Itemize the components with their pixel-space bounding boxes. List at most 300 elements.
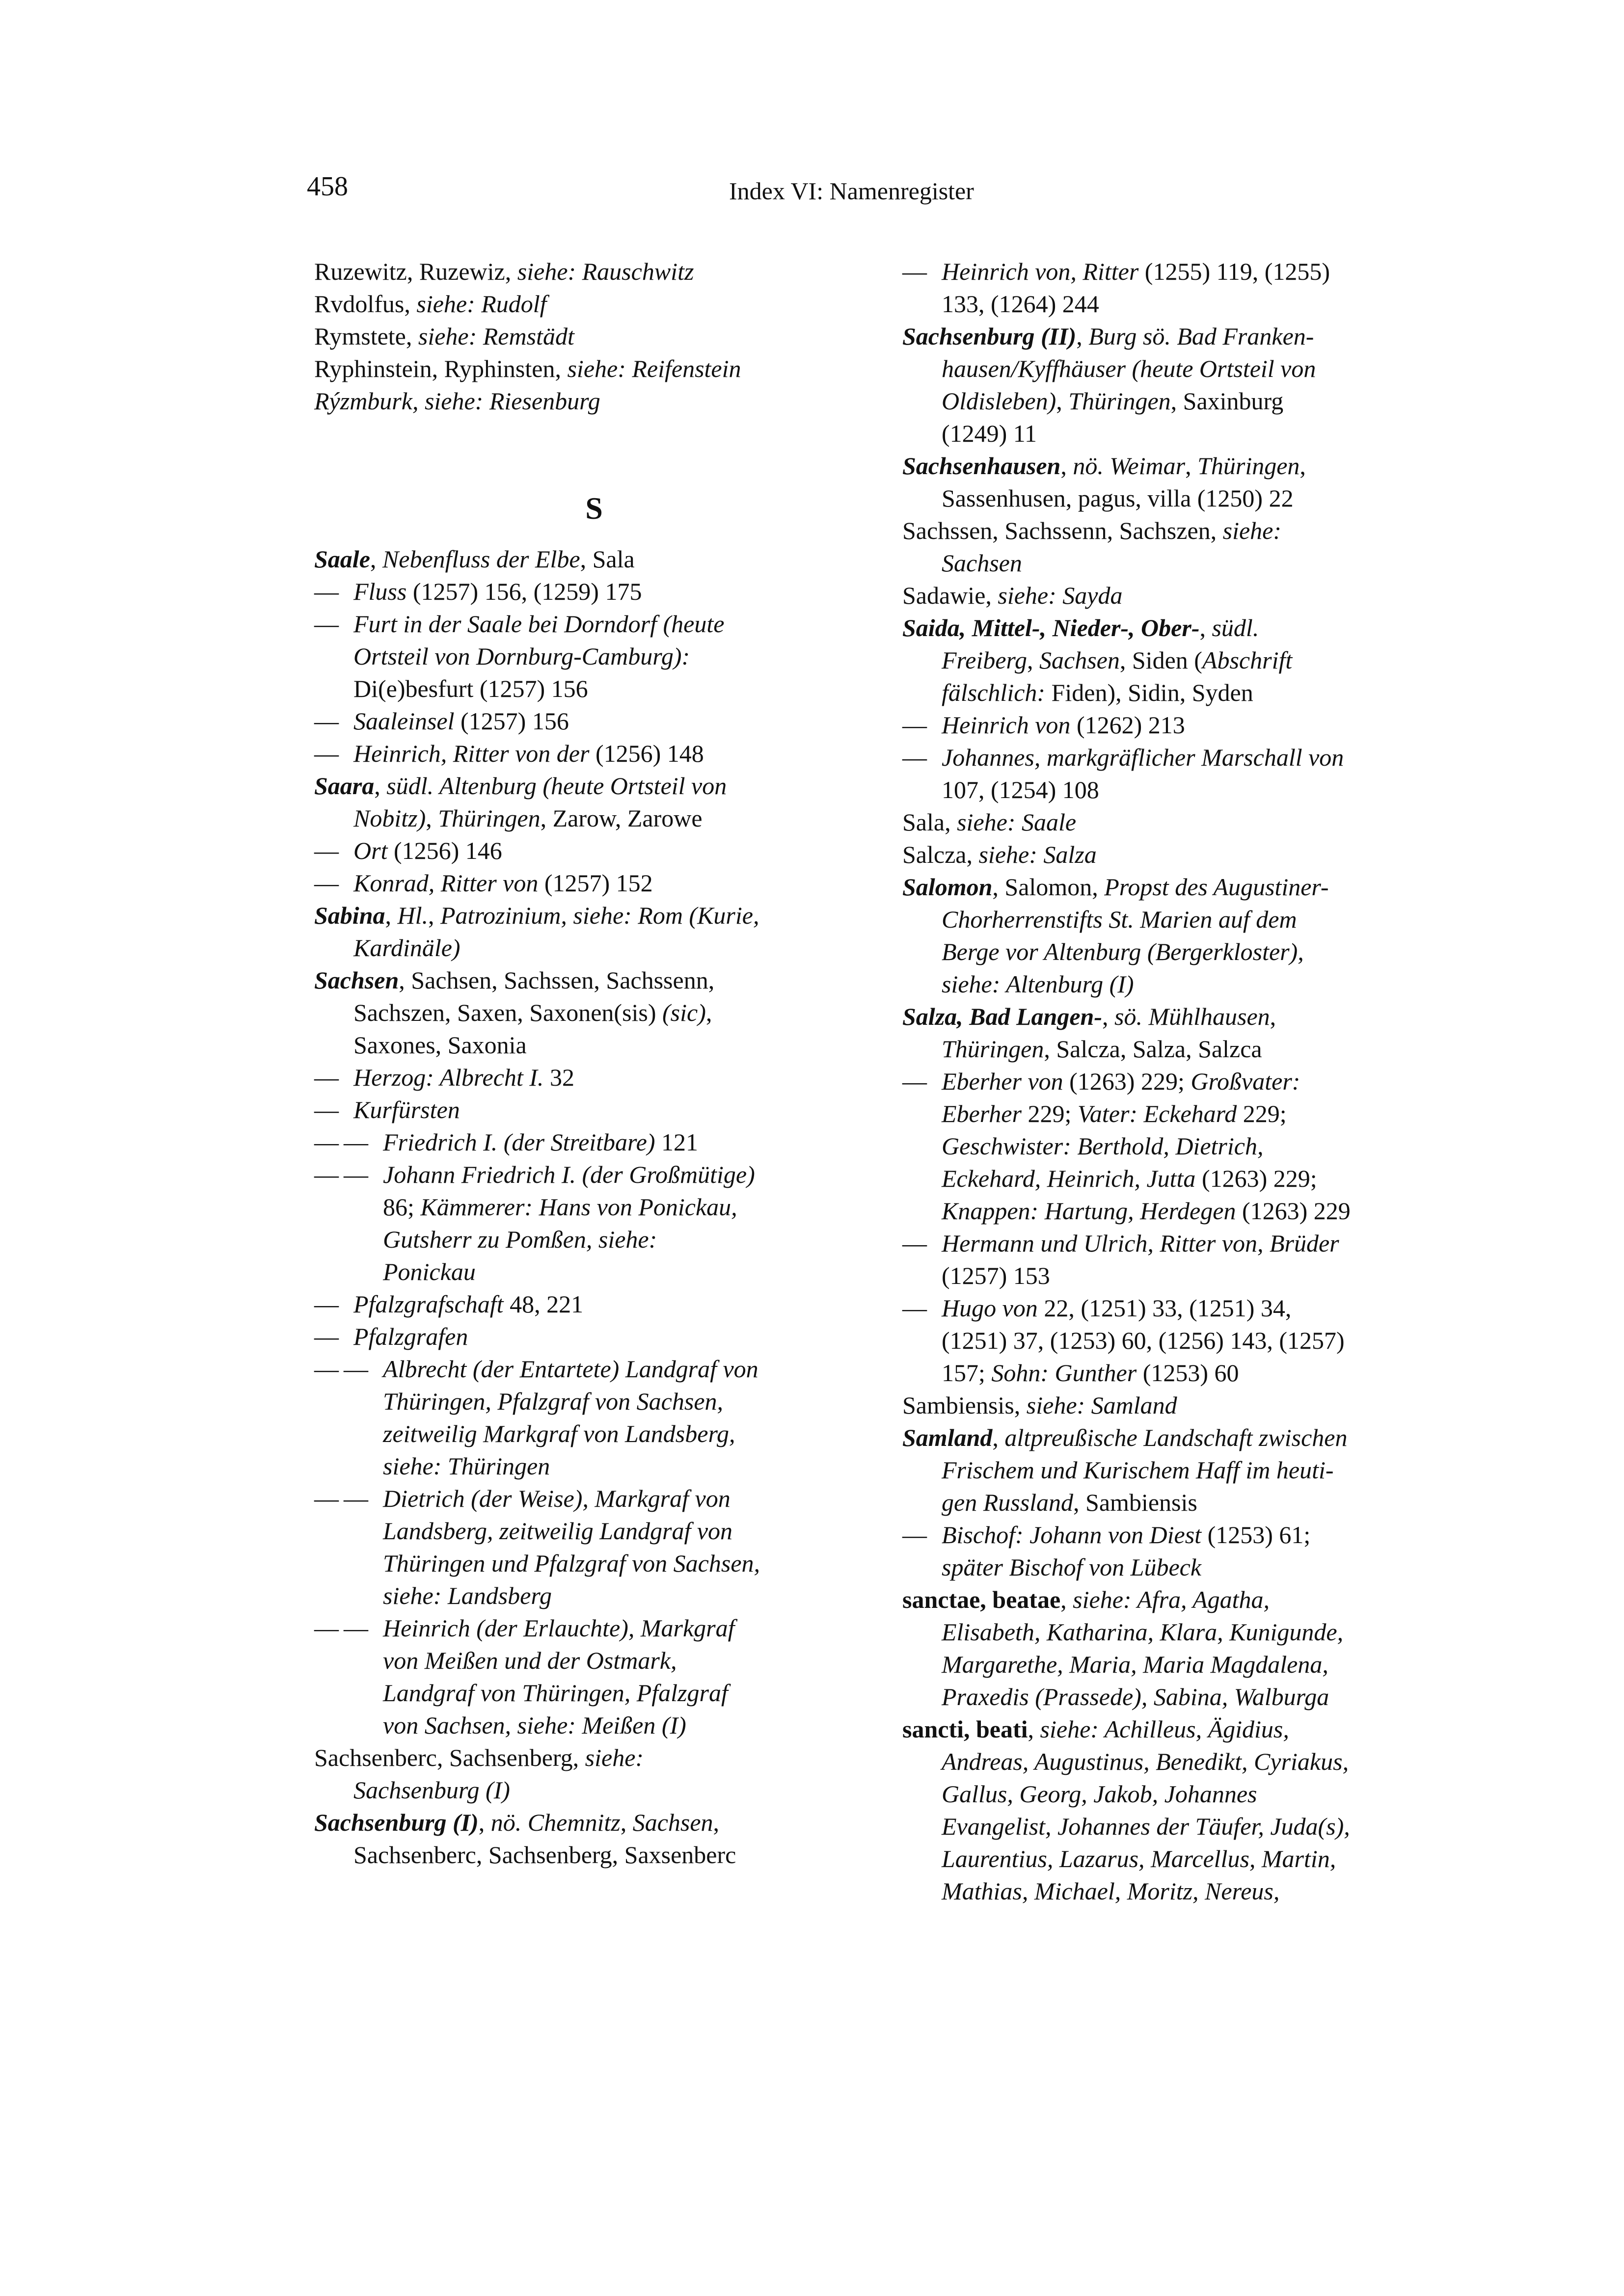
entry-continuation bbox=[902, 1875, 1442, 1907]
index-subentry bbox=[902, 1227, 1442, 1259]
entry-text: Friedrich I. (der Streitbare) bbox=[383, 1128, 655, 1156]
index-entry bbox=[902, 320, 1442, 352]
entry-text: Sachszen, Saxen, Saxonen(sis) bbox=[353, 999, 663, 1026]
index-entry bbox=[314, 288, 874, 320]
entry-text: siehe: bbox=[1222, 517, 1282, 544]
index-entry bbox=[314, 770, 874, 802]
entry-text: , bbox=[620, 1809, 633, 1836]
entry-text: später Bischof von Lübeck bbox=[942, 1553, 1202, 1581]
entry-continuation bbox=[314, 1450, 874, 1482]
entry-text: Thüringen und Pfalzgraf von Sachsen, bbox=[383, 1549, 760, 1577]
entry-continuation bbox=[902, 774, 1442, 806]
entry-text: , Salomon, bbox=[992, 873, 1105, 901]
entry-continuation bbox=[314, 1839, 874, 1871]
entry-text: von Meißen und der Ostmark, bbox=[383, 1647, 677, 1674]
entry-text: Sala, bbox=[902, 808, 957, 836]
index-subentry bbox=[902, 709, 1442, 741]
entry-text: sanctae, beatae bbox=[902, 1586, 1061, 1613]
index-entry bbox=[902, 514, 1442, 547]
entry-text: (1253) 61; bbox=[1201, 1521, 1311, 1548]
index-subentry bbox=[314, 575, 874, 608]
entry-text: Johann Friedrich I. (der Großmütige) bbox=[383, 1161, 755, 1188]
index-subentry bbox=[314, 1320, 874, 1353]
entry-text: , bbox=[1056, 387, 1069, 415]
entry-text: 32 bbox=[543, 1064, 574, 1091]
entry-text: Sachsenburg (I) bbox=[353, 1776, 510, 1804]
entry-text: , bbox=[1299, 452, 1306, 480]
entry-text: Freiberg bbox=[942, 646, 1028, 674]
entry-text: Rvdolfus, bbox=[314, 290, 417, 318]
entry-text: Johannes, markgräflicher Marschall von bbox=[942, 744, 1344, 771]
entry-text: zeitweilig Markgraf von Landsberg, bbox=[383, 1420, 735, 1447]
index-entry bbox=[314, 255, 874, 288]
entry-text: Frischem und Kurischem Haff im heuti- bbox=[942, 1456, 1334, 1484]
index-entry bbox=[902, 1389, 1442, 1421]
entry-text: 48, 221 bbox=[503, 1290, 584, 1318]
entry-continuation bbox=[902, 1745, 1442, 1778]
entry-text: Saida, Mittel-, Nieder-, Ober- bbox=[902, 614, 1200, 641]
entry-text: Sambiensis, bbox=[902, 1391, 1027, 1419]
entry-text: Fiden), Sidin, Syden bbox=[1045, 679, 1253, 706]
entry-continuation bbox=[314, 1709, 874, 1741]
entry-text: Kardinäle) bbox=[353, 934, 460, 961]
entry-text: Sassenhusen, pagus, villa (1250) 22 bbox=[942, 484, 1294, 512]
entry-text: Di(e)besfurt (1257) 156 bbox=[353, 675, 588, 702]
entry-continuation bbox=[902, 1551, 1442, 1583]
entry-text: Burg sö. Bad Franken- bbox=[1088, 322, 1314, 350]
entry-continuation bbox=[902, 288, 1442, 320]
em-dash-marker: — bbox=[314, 578, 339, 605]
entry-text: Nobitz) bbox=[353, 804, 426, 832]
entry-continuation bbox=[314, 932, 874, 964]
entry-text: (1257) 152 bbox=[538, 869, 653, 897]
em-dash-marker: — bbox=[314, 869, 339, 897]
index-subsubentry bbox=[314, 1158, 874, 1191]
entry-text: Ponickau bbox=[383, 1258, 476, 1285]
entry-text: (1257) 153 bbox=[942, 1262, 1050, 1289]
index-entry bbox=[902, 838, 1442, 871]
index-entry bbox=[314, 385, 874, 417]
index-entry bbox=[902, 612, 1442, 644]
entry-text: Landsberg, zeitweilig Landgraf von bbox=[383, 1517, 733, 1545]
entry-text: Bischof: Johann von Diest bbox=[942, 1521, 1202, 1548]
index-column-right bbox=[902, 255, 1442, 1907]
entry-text: Abschrift bbox=[1202, 646, 1293, 674]
running-head: Index VI: Namenregister bbox=[729, 177, 974, 205]
entry-continuation bbox=[902, 1357, 1442, 1389]
index-entry bbox=[314, 352, 874, 385]
entry-text: , bbox=[1060, 452, 1073, 480]
entry-text: Salza, Bad Langen- bbox=[902, 1003, 1103, 1030]
index-entry bbox=[314, 1741, 874, 1774]
entry-text: Sachsen bbox=[942, 549, 1022, 577]
entry-text: Sadawie, bbox=[902, 582, 998, 609]
entry-continuation bbox=[314, 1677, 874, 1709]
index-subentry bbox=[314, 737, 874, 770]
entry-continuation bbox=[902, 1162, 1442, 1195]
entry-text: (1263) 229 bbox=[1236, 1197, 1351, 1225]
entry-text: Hermann und Ulrich, Ritter von, Brüder bbox=[942, 1229, 1339, 1257]
entry-text: Ryphinstein, Ryphinsten, bbox=[314, 355, 568, 382]
index-entry bbox=[902, 871, 1442, 903]
entry-text: siehe: Samland bbox=[1026, 1391, 1177, 1419]
double-em-dash-marker: — — bbox=[314, 1128, 369, 1156]
entry-text: Dietrich (der Weise), Markgraf von bbox=[383, 1485, 731, 1512]
entry-text: sö. Mühlhausen bbox=[1114, 1003, 1270, 1030]
entry-continuation bbox=[902, 1486, 1442, 1519]
entry-text: Thüringen, Pfalzgraf von Sachsen, bbox=[383, 1388, 724, 1415]
entry-text: siehe: Reifenstein bbox=[567, 355, 741, 382]
entry-continuation bbox=[902, 1616, 1442, 1648]
entry-text: , Siden ( bbox=[1119, 646, 1202, 674]
index-subentry bbox=[902, 1292, 1442, 1324]
entry-text: (1263) 229; bbox=[1195, 1165, 1317, 1192]
entry-continuation bbox=[314, 672, 874, 705]
index-entry bbox=[902, 450, 1442, 482]
entry-continuation bbox=[314, 1644, 874, 1677]
entry-text: siehe: Rauschwitz bbox=[517, 258, 694, 285]
entry-text: Elisabeth, Katharina, Klara, Kunigunde, bbox=[942, 1618, 1344, 1646]
entry-text: , bbox=[478, 1809, 491, 1836]
entry-text: , bbox=[426, 804, 438, 832]
entry-text: Thüringen bbox=[438, 804, 541, 832]
entry-text: Heinrich (der Erlauchte), Markgraf bbox=[383, 1614, 735, 1642]
entry-continuation bbox=[902, 935, 1442, 968]
entry-text: , Sambiensis bbox=[1073, 1489, 1197, 1516]
em-dash-marker: — bbox=[902, 258, 927, 285]
entry-text: nö. Weimar bbox=[1073, 452, 1186, 480]
entry-text: Pfalzgrafschaft bbox=[353, 1290, 504, 1318]
entry-text: , bbox=[1076, 322, 1089, 350]
entry-text: Konrad, Ritter von bbox=[353, 869, 539, 897]
entry-continuation bbox=[902, 1778, 1442, 1810]
entry-text: Gallus, Georg, Jakob, Johannes bbox=[942, 1780, 1257, 1808]
double-em-dash-marker: — — bbox=[314, 1355, 369, 1383]
entry-text: , Salcza, Salza, Salzca bbox=[1044, 1035, 1262, 1063]
entry-text: , bbox=[1102, 1003, 1115, 1030]
entry-text: Sachsenberc, Sachsenberg, bbox=[314, 1744, 585, 1771]
index-column-left bbox=[314, 255, 874, 1871]
entry-text: Sachsenburg (I) bbox=[314, 1809, 479, 1836]
entry-text: südl. bbox=[1212, 614, 1259, 641]
entry-text: siehe: Sayda bbox=[998, 582, 1123, 609]
entry-text: Rymstete, bbox=[314, 322, 418, 350]
index-subentry bbox=[902, 741, 1442, 774]
entry-text: Sachsen bbox=[314, 966, 399, 994]
entry-text: Eberher von bbox=[942, 1068, 1063, 1095]
entry-text: Sabina bbox=[314, 902, 385, 929]
entry-text: Kämmerer: Hans von Ponickau, bbox=[420, 1193, 737, 1221]
entry-text: Salomon bbox=[902, 873, 993, 901]
entry-text: Saxones, Saxonia bbox=[353, 1031, 527, 1059]
index-subentry bbox=[314, 1061, 874, 1094]
entry-text: sancti, beati bbox=[902, 1715, 1028, 1743]
entry-text: , Sachsen, Sachssen, Sachssenn, bbox=[399, 966, 715, 994]
entry-continuation bbox=[314, 1385, 874, 1417]
entry-continuation bbox=[902, 676, 1442, 709]
entry-text: Sachsenhausen bbox=[902, 452, 1061, 480]
entry-text: Heinrich, Ritter von der bbox=[353, 740, 590, 767]
entry-text: , bbox=[992, 1424, 1005, 1451]
index-entry bbox=[314, 543, 874, 575]
entry-text: 157; bbox=[942, 1359, 992, 1387]
index-subsubentry bbox=[314, 1353, 874, 1385]
entry-text: siehe: Landsberg bbox=[383, 1582, 552, 1609]
entry-text: (1263) 229; bbox=[1063, 1068, 1191, 1095]
index-entry bbox=[902, 806, 1442, 838]
entry-text: 229; bbox=[1021, 1100, 1078, 1127]
entry-continuation bbox=[902, 482, 1442, 514]
entry-text: Albrecht (der Entartete) Landgraf von bbox=[383, 1355, 758, 1383]
entry-text: , Sala bbox=[580, 545, 635, 573]
entry-text: südl. Altenburg (heute Ortsteil von bbox=[386, 772, 727, 800]
entry-text: Margarethe, Maria, Maria Magdalena, bbox=[942, 1651, 1328, 1678]
entry-continuation bbox=[314, 1547, 874, 1579]
index-subentry bbox=[902, 255, 1442, 288]
entry-continuation bbox=[902, 1810, 1442, 1842]
entry-continuation bbox=[902, 1259, 1442, 1292]
entry-text: Ruzewitz, Ruzewiz, bbox=[314, 258, 517, 285]
entry-text: siehe: Salza bbox=[978, 841, 1097, 868]
entry-text: , bbox=[1185, 452, 1198, 480]
entry-text: hausen/Kyffhäuser (heute Ortsteil von bbox=[942, 355, 1316, 382]
entry-text: Salcza, bbox=[902, 841, 979, 868]
entry-continuation bbox=[902, 903, 1442, 935]
em-dash-marker: — bbox=[902, 1068, 927, 1095]
entry-continuation bbox=[902, 1842, 1442, 1875]
entry-text: Sachsen bbox=[632, 1809, 713, 1836]
index-subentry bbox=[314, 608, 874, 640]
entry-text: Saale bbox=[314, 545, 370, 573]
entry-text: fälschlich: bbox=[942, 679, 1046, 706]
entry-text: Sachsenburg (II) bbox=[902, 322, 1077, 350]
entry-text: Knappen: Hartung, Herdegen bbox=[942, 1197, 1236, 1225]
em-dash-marker: — bbox=[314, 1290, 339, 1318]
entry-text: (sic) bbox=[662, 999, 706, 1026]
entry-text: siehe: Afra, Agatha, bbox=[1073, 1586, 1270, 1613]
entry-text: Geschwister: Berthold, Dietrich, bbox=[942, 1132, 1264, 1160]
entry-text: Rýzmburk, siehe: Riesenburg bbox=[314, 387, 600, 415]
entry-continuation bbox=[314, 1191, 874, 1223]
entry-text: siehe: Thüringen bbox=[383, 1452, 550, 1480]
index-subsubentry bbox=[314, 1612, 874, 1644]
entry-text: Oldisleben) bbox=[942, 387, 1056, 415]
entry-text: (1251) 37, (1253) 60, (1256) 143, (1257) bbox=[942, 1327, 1345, 1354]
entry-text: , Saxinburg bbox=[1170, 387, 1284, 415]
entry-text: Saara bbox=[314, 772, 375, 800]
entry-text: , Zarow, Zarowe bbox=[540, 804, 703, 832]
entry-text: von Sachsen, siehe: Meißen (I) bbox=[383, 1711, 686, 1739]
entry-continuation bbox=[902, 1097, 1442, 1130]
entry-text: Thüringen bbox=[1068, 387, 1171, 415]
entry-text: Heinrich von bbox=[942, 711, 1071, 739]
entry-continuation bbox=[314, 1255, 874, 1288]
em-dash-marker: — bbox=[314, 707, 339, 735]
index-entry bbox=[314, 320, 874, 352]
entry-continuation bbox=[314, 802, 874, 834]
entry-text: Herzog: Albrecht I. bbox=[353, 1064, 544, 1091]
entry-text: Chorherrenstifts St. Marien auf dem bbox=[942, 906, 1297, 933]
entry-continuation bbox=[902, 1033, 1442, 1065]
entry-text: (1257) 156, (1259) 175 bbox=[406, 578, 642, 605]
index-subentry bbox=[314, 1094, 874, 1126]
entry-text: Hugo von bbox=[942, 1294, 1038, 1322]
entry-continuation bbox=[314, 996, 874, 1029]
entry-text: , bbox=[370, 545, 382, 573]
entry-text: 133, (1264) 244 bbox=[942, 290, 1099, 318]
entry-text: Furt in der Saale bei Dorndorf (heute bbox=[353, 610, 725, 638]
entry-text: Sachsen bbox=[1039, 646, 1120, 674]
em-dash-marker: — bbox=[902, 711, 927, 739]
index-entry bbox=[902, 579, 1442, 612]
entry-text: siehe: Remstädt bbox=[418, 322, 574, 350]
entry-text: Saaleinsel bbox=[353, 707, 455, 735]
entry-text: , bbox=[1270, 1003, 1276, 1030]
entry-continuation bbox=[902, 1648, 1442, 1681]
index-subentry bbox=[314, 1288, 874, 1320]
entry-text: , bbox=[374, 772, 387, 800]
index-entry bbox=[902, 1713, 1442, 1745]
entry-text: Vater: Eckehard bbox=[1077, 1100, 1237, 1127]
entry-text: siehe: bbox=[585, 1744, 644, 1771]
entry-text: , bbox=[705, 999, 712, 1026]
index-entry bbox=[314, 1806, 874, 1839]
entry-continuation bbox=[902, 1195, 1442, 1227]
entry-text: 107, (1254) 108 bbox=[942, 776, 1099, 803]
entry-text: Landgraf von Thüringen, Pfalzgraf bbox=[383, 1679, 728, 1707]
index-subentry bbox=[902, 1519, 1442, 1551]
entry-continuation bbox=[314, 1029, 874, 1061]
entry-text: Laurentius, Lazarus, Marcellus, Martin, bbox=[942, 1845, 1336, 1872]
entry-continuation bbox=[902, 1681, 1442, 1713]
entry-text: siehe: Altenburg (I) bbox=[942, 970, 1134, 998]
entry-text: Heinrich von, Ritter bbox=[942, 258, 1139, 285]
entry-text: (1253) 60 bbox=[1137, 1359, 1239, 1387]
entry-text: , bbox=[385, 902, 398, 929]
entry-continuation bbox=[902, 547, 1442, 579]
entry-text: Sohn: Gunther bbox=[991, 1359, 1137, 1387]
entry-text: , bbox=[428, 902, 441, 929]
entry-text: Ortsteil von Dornburg-Camburg): bbox=[353, 642, 690, 670]
entry-text: Patrozinium, siehe: Rom (Kurie, bbox=[440, 902, 759, 929]
page-number: 458 bbox=[307, 171, 348, 202]
entry-text: Thüringen bbox=[1197, 452, 1300, 480]
em-dash-marker: — bbox=[314, 1323, 339, 1350]
em-dash-marker: — bbox=[902, 1294, 927, 1322]
index-entry bbox=[314, 899, 874, 932]
index-subentry bbox=[314, 867, 874, 899]
entry-text: Evangelist, Johannes der Täufer, Juda(s), bbox=[942, 1813, 1350, 1840]
em-dash-marker: — bbox=[902, 1229, 927, 1257]
entry-text: Praxedis (Prassede), Sabina, Walburga bbox=[942, 1683, 1329, 1710]
index-subentry bbox=[314, 834, 874, 867]
entry-text: 121 bbox=[655, 1128, 698, 1156]
entry-text: Sachsenberc, Sachsenberg, Saxsenberc bbox=[353, 1841, 736, 1869]
entry-continuation bbox=[902, 352, 1442, 385]
em-dash-marker: — bbox=[314, 610, 339, 638]
entry-text: Sachssen, Sachssenn, Sachszen, bbox=[902, 517, 1223, 544]
entry-text: , bbox=[713, 1809, 720, 1836]
index-entry bbox=[314, 964, 874, 996]
entry-continuation bbox=[314, 640, 874, 672]
double-em-dash-marker: — — bbox=[314, 1161, 369, 1188]
em-dash-marker: — bbox=[314, 1064, 339, 1091]
entry-text: Hl. bbox=[397, 902, 429, 929]
entry-text: Propst des Augustiner- bbox=[1104, 873, 1329, 901]
entry-text: siehe: Saale bbox=[957, 808, 1077, 836]
entry-text: altpreußische Landschaft zwischen bbox=[1004, 1424, 1348, 1451]
entry-continuation bbox=[902, 385, 1442, 417]
entry-text: Thüringen bbox=[942, 1035, 1044, 1063]
entry-text: Eberher bbox=[942, 1100, 1022, 1127]
entry-text: , bbox=[1199, 614, 1212, 641]
index-subsubentry bbox=[314, 1126, 874, 1158]
entry-continuation bbox=[902, 1454, 1442, 1486]
em-dash-marker: — bbox=[902, 744, 927, 771]
em-dash-marker: — bbox=[314, 1096, 339, 1123]
entry-text: Gutsherr zu Pomßen, siehe: bbox=[383, 1226, 657, 1253]
double-em-dash-marker: — — bbox=[314, 1614, 369, 1642]
index-subsubentry bbox=[314, 1482, 874, 1515]
entry-text: (1257) 156 bbox=[454, 707, 569, 735]
em-dash-marker: — bbox=[314, 837, 339, 864]
entry-text: , bbox=[1060, 1586, 1073, 1613]
entry-continuation bbox=[902, 968, 1442, 1000]
entry-continuation bbox=[314, 1223, 874, 1255]
entry-continuation bbox=[314, 1579, 874, 1612]
index-subentry bbox=[902, 1065, 1442, 1097]
entry-continuation bbox=[314, 1774, 874, 1806]
index-entry bbox=[902, 1000, 1442, 1033]
entry-text: nö. Chemnitz bbox=[490, 1809, 621, 1836]
entry-text: Eckehard, Heinrich, Jutta bbox=[942, 1165, 1196, 1192]
entry-text: siehe: Achilleus, Ägidius, bbox=[1040, 1715, 1289, 1743]
entry-text: Nebenfluss der Elbe bbox=[382, 545, 580, 573]
entry-text: gen Russland bbox=[942, 1489, 1074, 1516]
entry-continuation bbox=[314, 1515, 874, 1547]
entry-continuation bbox=[902, 644, 1442, 676]
entry-text: Kurfürsten bbox=[353, 1096, 460, 1123]
index-entry bbox=[902, 1421, 1442, 1454]
entry-text: siehe: Rudolf bbox=[416, 290, 547, 318]
entry-text: Fluss bbox=[353, 578, 407, 605]
entry-text: (1262) 213 bbox=[1070, 711, 1185, 739]
entry-text: Berge vor Altenburg (Bergerkloster), bbox=[942, 938, 1304, 965]
index-subentry bbox=[314, 705, 874, 737]
entry-text: Samland bbox=[902, 1424, 993, 1451]
double-em-dash-marker: — — bbox=[314, 1485, 369, 1512]
section-letter: S bbox=[585, 491, 603, 526]
entry-text: , bbox=[1027, 646, 1040, 674]
entry-text: 229; bbox=[1237, 1100, 1287, 1127]
index-entry bbox=[902, 1583, 1442, 1616]
entry-text: (1256) 146 bbox=[387, 837, 502, 864]
entry-text: (1249) 11 bbox=[942, 420, 1037, 447]
entry-continuation bbox=[902, 1130, 1442, 1162]
entry-text: (1255) 119, (1255) bbox=[1138, 258, 1330, 285]
entry-text: Andreas, Augustinus, Benedikt, Cyriakus, bbox=[942, 1748, 1349, 1775]
entry-text: 22, (1251) 33, (1251) 34, bbox=[1037, 1294, 1292, 1322]
entry-text: 86; bbox=[383, 1193, 421, 1221]
entry-continuation bbox=[902, 417, 1442, 450]
entry-text: Ort bbox=[353, 837, 388, 864]
entry-text: Pfalzgrafen bbox=[353, 1323, 468, 1350]
entry-text: , bbox=[1028, 1715, 1040, 1743]
entry-continuation bbox=[902, 1324, 1442, 1357]
entry-text: Großvater: bbox=[1191, 1068, 1300, 1095]
entry-continuation bbox=[314, 1417, 874, 1450]
entry-text: Mathias, Michael, Moritz, Nereus, bbox=[942, 1877, 1280, 1905]
